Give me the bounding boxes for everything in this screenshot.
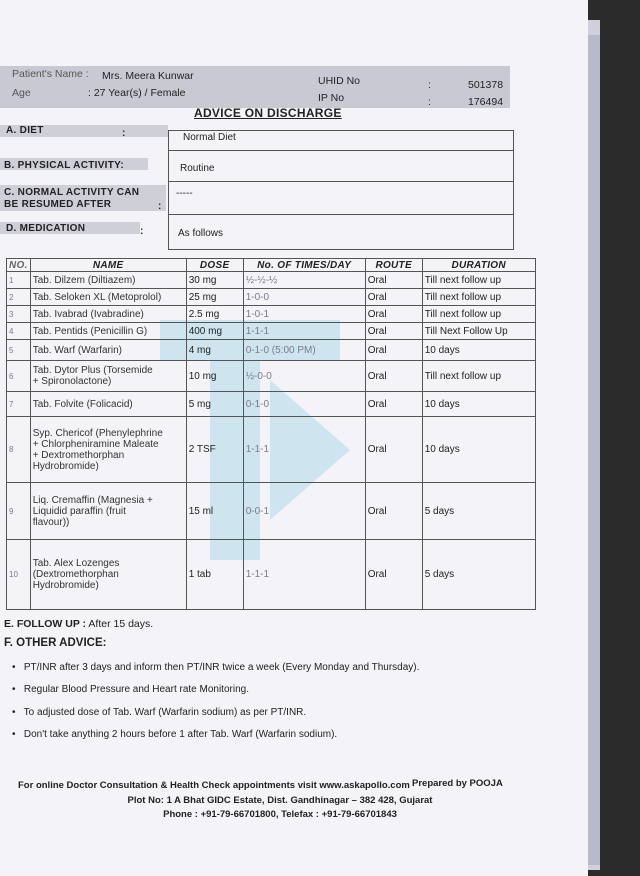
cell-times: 1-0-0 [243, 289, 365, 306]
cell-no: 5 [7, 340, 31, 361]
medication-colon: : [140, 226, 144, 237]
ip-label: IP No [318, 92, 345, 104]
normal-activity-value: ----- [176, 188, 193, 199]
medication-label: D. MEDICATION [6, 223, 86, 234]
cell-no: 1 [7, 272, 31, 289]
cell-times: ½-½-½ [243, 272, 365, 289]
cell-duration: Till next follow up [422, 361, 535, 392]
other-advice-label: F. OTHER ADVICE: [4, 637, 107, 649]
table-row [7, 306, 536, 323]
cell-duration: 10 days [422, 340, 535, 361]
cell-no: 10 [7, 540, 31, 610]
activity-label: B. PHYSICAL ACTIVITY: [4, 160, 125, 171]
medication-table [6, 258, 536, 610]
cell-dose: 2 TSF [186, 417, 243, 483]
cell-no: 2 [7, 289, 31, 306]
cell-times: 1-1-1 [243, 417, 365, 483]
patient-name: Mrs. Meera Kunwar [102, 70, 194, 82]
ip-value: 176494 [468, 96, 504, 108]
cell-name: Liq. Cremaffin (Magnesia + Liquidid paraffin (fruit flavour)) [30, 483, 186, 540]
cell-no: 8 [7, 417, 31, 483]
cell-route: Oral [365, 417, 422, 483]
follow-up-label: E. FOLLOW UP : [4, 618, 87, 630]
cell-times: 1-1-1 [243, 323, 365, 340]
table-row [7, 289, 536, 306]
footer-line-3: Phone : +91-79-66701800, Telefax : +91-79-66701843 [163, 809, 397, 820]
cell-dose: 5 mg [186, 392, 243, 417]
cell-duration: 10 days [422, 392, 535, 417]
cell-no: 4 [7, 323, 31, 340]
cell-dose: 30 mg [186, 272, 243, 289]
advice-item: • Don't take anything 2 hours before 1 after Tab. Warf (Warfarin sodium). [12, 729, 338, 740]
cell-dose: 25 mg [186, 289, 243, 306]
cell-route: Oral [365, 289, 422, 306]
diet-label: A. DIET [6, 125, 44, 136]
cell-times: 1-1-1 [243, 540, 365, 610]
header-no: NO. [7, 259, 31, 272]
uhid-value: 501378 [468, 79, 504, 91]
header-duration: DURATION [422, 259, 535, 272]
activity-value: Routine [180, 163, 215, 174]
uhid-colon: : [428, 79, 431, 91]
cell-times: 0-1-0 [243, 392, 365, 417]
cell-name: Tab. Warf (Warfarin) [30, 340, 186, 361]
diet-value: Normal Diet [183, 132, 236, 143]
cell-name: Syp. Chericof (Phenylephrine + Chlorpheniramine Maleate + Dextromethorphan Hydrobromide) [30, 417, 186, 483]
cell-name: Tab. Seloken XL (Metoprolol) [30, 289, 186, 306]
cell-dose: 15 ml [186, 483, 243, 540]
cell-name: Tab. Folvite (Folicacid) [30, 392, 186, 417]
cell-times: 0-0-1 [243, 483, 365, 540]
cell-dose: 4 mg [186, 340, 243, 361]
cell-duration: Till Next Follow Up [422, 323, 535, 340]
cell-no: 7 [7, 392, 31, 417]
cell-route: Oral [365, 483, 422, 540]
cell-name: Tab. Dytor Plus (Torsemide + Spironolactone) [30, 361, 186, 392]
diet-colon: : [122, 128, 126, 139]
table-row [7, 340, 536, 361]
cell-no: 9 [7, 483, 31, 540]
cell-route: Oral [365, 361, 422, 392]
cell-name: Tab. Ivabrad (Ivabradine) [30, 306, 186, 323]
cell-route: Oral [365, 392, 422, 417]
cell-dose: 10 mg [186, 361, 243, 392]
patient-age-label: Age [12, 87, 31, 99]
cell-route: Oral [365, 540, 422, 610]
cell-route: Oral [365, 340, 422, 361]
cell-duration: 5 days [422, 483, 535, 540]
header-dose: DOSE [186, 259, 243, 272]
cell-dose: 400 mg [186, 323, 243, 340]
cell-name: Tab. Alex Lozenges (Dextromethorphan Hydrobromide) [30, 540, 186, 610]
ip-colon: : [428, 96, 431, 108]
normal-activity-label-1: C. NORMAL ACTIVITY CAN [4, 187, 140, 198]
advice-item: • To adjusted dose of Tab. Warf (Warfarin sodium) as per PT/INR. [12, 707, 307, 718]
patient-name-label: Patient's Name : [12, 68, 89, 80]
cell-route: Oral [365, 323, 422, 340]
header-name: NAME [30, 259, 186, 272]
table-row [7, 392, 536, 417]
cell-duration: Till next follow up [422, 272, 535, 289]
header-route: ROUTE [365, 259, 422, 272]
cell-no: 6 [7, 361, 31, 392]
page-title: ADVICE ON DISCHARGE [194, 106, 342, 120]
cell-duration: Till next follow up [422, 289, 535, 306]
follow-up [4, 618, 153, 630]
normal-activity-label-2: BE RESUMED AFTER [4, 199, 112, 210]
cell-route: Oral [365, 306, 422, 323]
cell-name: Tab. Pentids (Penicillin G) [30, 323, 186, 340]
table-row [7, 323, 536, 340]
cell-duration: 5 days [422, 540, 535, 610]
cell-duration: 10 days [422, 417, 535, 483]
cell-times: 1-0-1 [243, 306, 365, 323]
cell-no: 3 [7, 306, 31, 323]
header-times: No. OF TIMES/DAY [243, 259, 365, 272]
medication-value: As follows [178, 228, 224, 239]
cell-duration: Till next follow up [422, 306, 535, 323]
table-header-row [7, 259, 536, 272]
normal-activity-colon: : [158, 201, 162, 212]
uhid-label: UHID No [318, 75, 361, 87]
table-row [7, 540, 536, 610]
advice-item: • Regular Blood Pressure and Heart rate Monitoring. [12, 684, 249, 695]
table-row [7, 361, 536, 392]
cell-name: Tab. Dilzem (Diltiazem) [30, 272, 186, 289]
advice-item: • PT/INR after 3 days and inform then PT/INR twice a week (Every Monday and Thursday). [12, 662, 420, 673]
cell-times: ½-0-0 [243, 361, 365, 392]
cell-route: Oral [365, 272, 422, 289]
table-row [7, 483, 536, 540]
patient-age: : 27 Year(s) / Female [88, 87, 186, 99]
table-row [7, 272, 536, 289]
cell-times: 0-1-0 (5:00 PM) [243, 340, 365, 361]
prepared-by: Prepared by POOJA [412, 778, 503, 789]
footer-line-1: For online Doctor Consultation & Health Check appointments visit www.askapollo.com [18, 780, 410, 791]
cell-dose: 2.5 mg [186, 306, 243, 323]
follow-up-value: After 15 days. [88, 618, 154, 630]
footer-line-2: Plot No: 1 A Bhat GIDC Estate, Dist. Gandhinagar – 382 428, Gujarat [127, 795, 433, 806]
table-row [7, 417, 536, 483]
cell-dose: 1 tab [186, 540, 243, 610]
